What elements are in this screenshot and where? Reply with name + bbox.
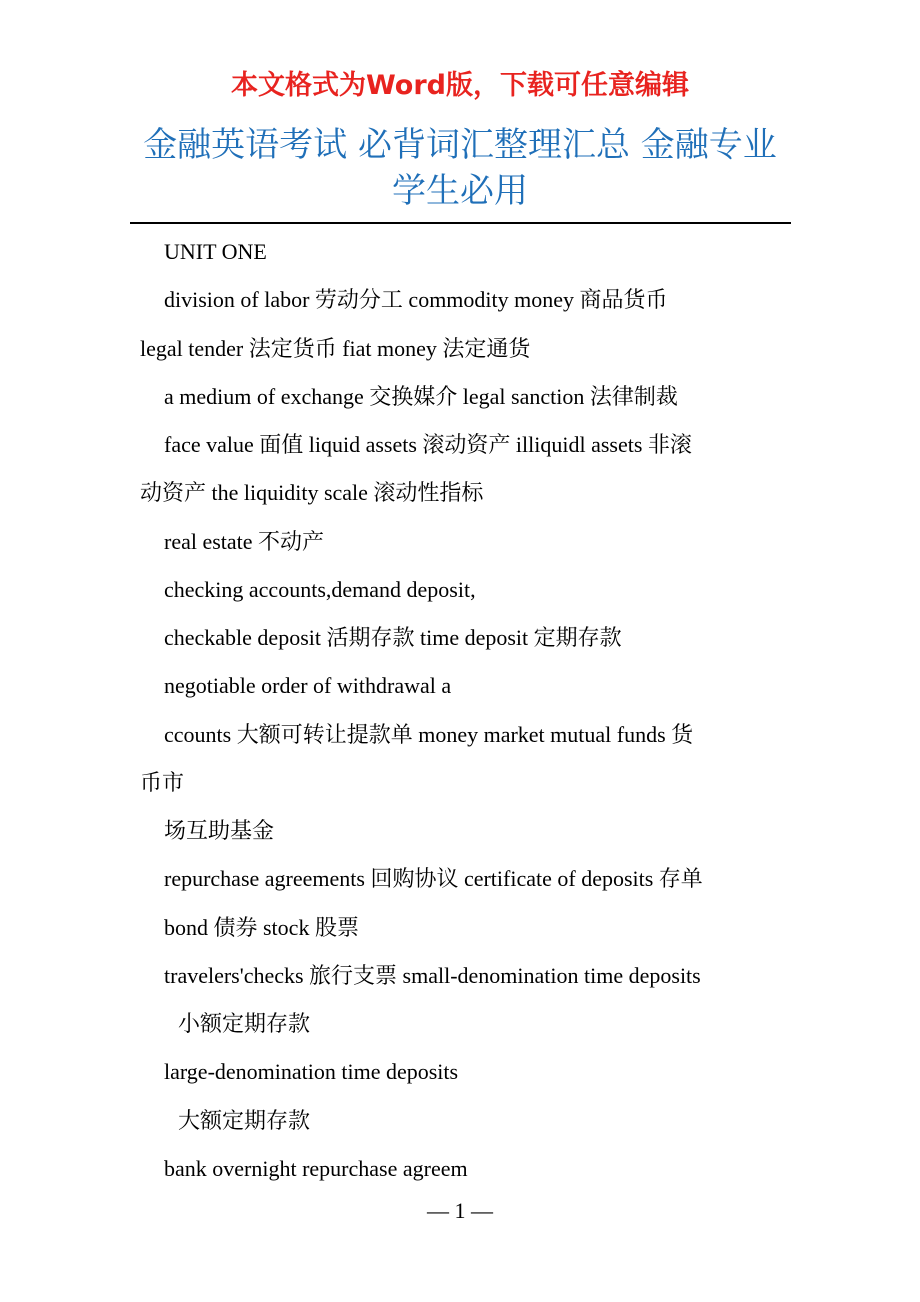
text-line: negotiable order of withdrawal a xyxy=(164,673,452,698)
text-line: 币市 xyxy=(140,770,185,795)
text-line: division of labor 劳动分工 commodity money 商品货币 xyxy=(164,287,668,312)
page-number: — 1 — xyxy=(427,1198,493,1223)
text-line: bond 债券 stock 股票 xyxy=(164,915,359,940)
text-line: 动资产 the liquidity scale 滚动性指标 xyxy=(140,480,484,505)
title-line-1: 金融英语考试 必背词汇整理汇总 金融专业 xyxy=(143,125,777,165)
text-line: ccounts 大额可转让提款单 money market mutual funds 货 xyxy=(164,722,694,747)
title-line-2: 学生必用 xyxy=(392,171,528,211)
text-line: bank overnight repurchase agreem xyxy=(164,1156,468,1181)
title-divider xyxy=(130,222,791,224)
text-line: repurchase agreements 回购协议 certificate of deposits 存单 xyxy=(164,866,703,891)
text-line: checking accounts,demand deposit, xyxy=(164,577,476,602)
text-line: checkable deposit 活期存款 time deposit 定期存款 xyxy=(164,625,622,650)
text-line: 大额定期存款 xyxy=(178,1108,311,1133)
text-line: 小额定期存款 xyxy=(178,1011,311,1036)
document-title xyxy=(130,122,790,214)
text-line: large-denomination time deposits xyxy=(164,1059,459,1084)
text-line: legal tender 法定货币 fiat money 法定通货 xyxy=(140,336,531,361)
text-line: face value 面值 liquid assets 滚动资产 illiquidl assets 非滚 xyxy=(164,432,692,457)
text-line: real estate 不动产 xyxy=(164,529,325,554)
text-line: a medium of exchange 交换媒介 legal sanction 法律制裁 xyxy=(164,384,678,409)
format-notice: 本文格式为Word版，下载可任意编辑 xyxy=(230,70,689,101)
text-line: 场互助基金 xyxy=(164,818,275,843)
text-line: travelers'checks 旅行支票 small-denomination time deposits xyxy=(164,963,701,988)
unit-heading: UNIT ONE xyxy=(164,239,267,264)
